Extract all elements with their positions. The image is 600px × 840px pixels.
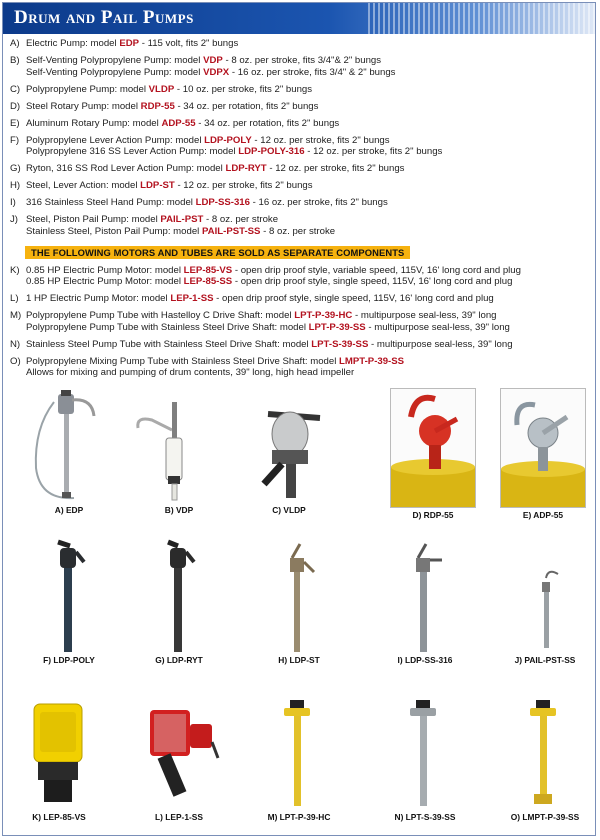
- model-number: VDPX: [203, 66, 230, 78]
- spec-description: Ryton, 316 SS Rod Lever Action Pump: model: [26, 163, 226, 175]
- model-number: LEP-1-SS: [170, 293, 214, 305]
- spec-detail: - 8 oz. per stroke: [260, 225, 336, 237]
- figure-caption: A) EDP: [54, 505, 84, 515]
- ldp-ss-316-pump-image: [370, 538, 480, 653]
- spec-lines: [26, 101, 594, 113]
- figure-caption: J) PAIL-PST-SS: [514, 655, 576, 665]
- rdp-55-pump-image: [390, 388, 476, 508]
- spec-item: [10, 135, 594, 158]
- spec-description: Stainless Steel, Piston Pail Pump: model: [26, 225, 202, 237]
- spec-line: [26, 265, 594, 277]
- spec-description: 316 Stainless Steel Hand Pump: model: [26, 197, 196, 209]
- spec-line: [26, 146, 594, 158]
- figure-k: [4, 698, 114, 822]
- spec-detail: - multipurpose seal-less, 39" long: [352, 310, 497, 322]
- model-number: LDP-RYT: [225, 163, 267, 175]
- spec-description: Steel, Piston Pail Pump: model: [26, 214, 161, 226]
- figure-caption: E) ADP-55: [522, 510, 564, 520]
- model-number: LEP-85-VS: [183, 264, 233, 276]
- figure-a: [14, 388, 124, 515]
- spec-detail: - open drip proof style, single speed, 115V, 16' long cord and plug: [232, 276, 513, 288]
- spec-line: [26, 118, 594, 130]
- vdp-pump-image: [124, 388, 234, 503]
- spec-description: Polypropylene Mixing Pump Tube with Stainless Steel Drive Shaft: model: [26, 355, 340, 367]
- model-number: PAIL-PST-SS: [201, 225, 261, 237]
- lep-1-ss-motor-image: [124, 698, 234, 810]
- model-number: LPT-S-39-SS: [311, 338, 369, 350]
- spec-item: [10, 265, 594, 288]
- spec-item: [10, 197, 594, 209]
- figure-b: [124, 388, 234, 515]
- spec-description: Self-Venting Polypropylene Pump: model: [26, 54, 204, 66]
- spec-letter: N): [10, 338, 21, 350]
- spec-line: [26, 293, 594, 305]
- spec-line: [26, 367, 594, 379]
- figure-caption: N) LPT-S-39-SS: [394, 812, 456, 822]
- spec-description: Aluminum Rotary Pump: model: [26, 117, 162, 129]
- spec-lines: [26, 265, 594, 288]
- spec-description: Self-Venting Polypropylene Pump: model: [26, 66, 204, 78]
- separate-components-banner: THE FOLLOWING MOTORS AND TUBES ARE SOLD AS SEPARATE COMPONENTS: [25, 246, 410, 259]
- spec-line: [26, 310, 594, 322]
- spec-letter: D): [10, 100, 21, 112]
- spec-detail: - 16 oz. per stroke, fits 3/4" & 2" bungs: [229, 66, 396, 78]
- spec-item: [10, 38, 594, 50]
- spec-line: [26, 214, 594, 226]
- figure-caption: D) RDP-55: [412, 510, 454, 520]
- spec-item: [10, 356, 594, 379]
- figure-c: [234, 388, 344, 515]
- spec-line: [26, 135, 594, 147]
- spec-detail: - 8 oz. per stroke, fits 3/4"& 2" bungs: [222, 54, 382, 66]
- model-number: EDP: [119, 38, 140, 49]
- ldp-poly-pump-image: [14, 538, 124, 653]
- spec-detail: - open drip proof style, single speed, 115V, 16' long cord and plug: [213, 293, 494, 305]
- spec-description: Polypropylene Pump: model: [26, 83, 149, 95]
- spec-line: [26, 226, 594, 238]
- figure-h: [244, 538, 354, 665]
- spec-item: [10, 84, 594, 96]
- spec-detail: - 16 oz. per stroke, fits 2" bungs: [249, 197, 388, 209]
- spec-lines: [26, 38, 594, 50]
- spec-letter: L): [10, 293, 19, 305]
- figure-caption: O) LMPT-P-39-SS: [510, 812, 580, 822]
- spec-lines: [26, 118, 594, 130]
- model-number: LDP-POLY-316: [238, 146, 305, 158]
- spec-item: [10, 55, 594, 78]
- figure-caption: K) LEP-85-VS: [32, 812, 86, 822]
- model-number: LMPT-P-39-SS: [339, 355, 405, 367]
- spec-detail: - 12 oz. per stroke, fits 2" bungs: [266, 163, 405, 175]
- spec-description: Polypropylene Lever Action Pump: model: [26, 134, 205, 146]
- spec-item: [10, 118, 594, 130]
- spec-line: [26, 339, 594, 351]
- figure-n: [370, 698, 480, 822]
- spec-description: Polypropylene Pump Tube with Hastelloy C Drive Shaft: model: [26, 310, 295, 322]
- model-number: LDP-POLY: [204, 134, 252, 146]
- spec-lines: [26, 84, 594, 96]
- spec-lines: [26, 339, 594, 351]
- lpt-s-39-ss-tube-image: [370, 698, 480, 810]
- spec-list: [10, 38, 594, 384]
- spec-line: [26, 163, 594, 175]
- lep-85-vs-motor-image: [4, 698, 114, 810]
- spec-detail: - 12 oz. per stroke, fits 2" bungs: [251, 134, 390, 146]
- spec-letter: M): [10, 310, 22, 322]
- spec-detail: - open drip proof style, variable speed, 115V, 16' long cord and plug: [232, 264, 521, 276]
- figure-o: [490, 698, 600, 822]
- spec-group-components: [10, 265, 594, 379]
- spec-description: Stainless Steel Pump Tube with Stainless Steel Drive Shaft: model: [26, 338, 312, 350]
- spec-line: [26, 55, 594, 67]
- spec-lines: [26, 356, 594, 379]
- figure-l: [124, 698, 234, 822]
- model-number: VLDP: [148, 83, 175, 95]
- figure-caption: C) VLDP: [272, 505, 306, 515]
- spec-detail: - 115 volt, fits 2" bungs: [139, 38, 239, 49]
- spec-letter: B): [10, 54, 20, 66]
- spec-lines: [26, 293, 594, 305]
- figure-caption: H) LDP-ST: [278, 655, 320, 665]
- spec-letter: A): [10, 38, 20, 49]
- figure-m: [244, 698, 354, 822]
- lpt-p-39-hc-tube-image: [244, 698, 354, 810]
- spec-item: [10, 101, 594, 113]
- spec-line: [26, 38, 594, 50]
- spec-letter: C): [10, 83, 21, 95]
- spec-lines: [26, 214, 594, 237]
- spec-line: [26, 322, 594, 334]
- model-number: PAIL-PST: [160, 214, 204, 226]
- spec-line: [26, 180, 594, 192]
- model-number: LPT-P-39-HC: [294, 310, 353, 322]
- model-number: VDP: [203, 54, 223, 66]
- spec-letter: F): [10, 134, 20, 146]
- ldp-ryt-pump-image: [124, 538, 234, 653]
- spec-letter: E): [10, 117, 20, 129]
- spec-letter: K): [10, 264, 20, 276]
- spec-description: 1 HP Electric Pump Motor: model: [26, 293, 171, 305]
- edp-pump-image: [14, 388, 124, 503]
- figure-caption: I) LDP-SS-316: [397, 655, 453, 665]
- figure-caption: M) LPT-P-39-HC: [267, 812, 331, 822]
- spec-description: Steel, Lever Action: model: [26, 180, 141, 192]
- spec-item: [10, 293, 594, 305]
- spec-item: [10, 163, 594, 175]
- figure-f: [14, 538, 124, 665]
- adp-55-pump-image: [500, 388, 586, 508]
- spec-line: [26, 101, 594, 113]
- model-number: LDP-SS-316: [195, 197, 250, 209]
- spec-description: 0.85 HP Electric Pump Motor: model: [26, 276, 184, 288]
- spec-lines: [26, 55, 594, 78]
- spec-line: [26, 84, 594, 96]
- spec-description: Steel Rotary Pump: model: [26, 100, 141, 112]
- vldp-pump-image: [234, 388, 344, 503]
- spec-lines: [26, 163, 594, 175]
- spec-description: Polypropylene 316 SS Lever Action Pump: model: [26, 146, 239, 158]
- model-number: ADP-55: [161, 117, 196, 129]
- figure-e: [488, 388, 598, 520]
- ldp-st-pump-image: [244, 538, 354, 653]
- spec-letter: I): [10, 197, 16, 209]
- spec-item: [10, 310, 594, 333]
- spec-detail: - 8 oz. per stroke: [203, 214, 279, 226]
- spec-description: 0.85 HP Electric Pump Motor: model: [26, 264, 184, 276]
- model-number: LEP-85-SS: [183, 276, 233, 288]
- spec-line: [26, 356, 594, 368]
- spec-item: [10, 339, 594, 351]
- spec-letter: H): [10, 180, 21, 192]
- figure-caption: F) LDP-POLY: [43, 655, 95, 665]
- figure-j: [490, 538, 600, 665]
- spec-lines: [26, 180, 594, 192]
- spec-lines: [26, 135, 594, 158]
- model-number: LPT-P-39-SS: [308, 321, 366, 333]
- spec-lines: [26, 310, 594, 333]
- spec-detail: - 34 oz. per rotation, fits 2" bungs: [195, 117, 340, 129]
- figure-caption: L) LEP-1-SS: [155, 812, 203, 822]
- spec-description: Electric Pump: model: [26, 38, 120, 49]
- figure-caption: B) VDP: [164, 505, 194, 515]
- spec-letter: O): [10, 355, 21, 367]
- figure-caption: G) LDP-RYT: [155, 655, 203, 665]
- model-number: RDP-55: [140, 100, 175, 112]
- figure-g: [124, 538, 234, 665]
- spec-line: [26, 276, 594, 288]
- figure-i: [370, 538, 480, 665]
- spec-detail: - multipurpose seal-less, 39" long: [365, 321, 510, 333]
- spec-lines: [26, 197, 594, 209]
- spec-group-pumps: [10, 38, 594, 237]
- spec-letter: J): [10, 214, 18, 226]
- spec-description: Allows for mixing and pumping of drum contents, 39" long, high head impeller: [26, 367, 355, 379]
- spec-detail: - 12 oz. per stroke, fits 2" bungs: [304, 146, 443, 158]
- spec-item: [10, 214, 594, 237]
- spec-letter: G): [10, 163, 21, 175]
- spec-item: [10, 180, 594, 192]
- model-number: LDP-ST: [140, 180, 175, 192]
- lmpt-p-39-ss-tube-image: [490, 698, 600, 810]
- spec-line: [26, 67, 594, 79]
- spec-detail: - 34 oz. per rotation, fits 2" bungs: [174, 100, 319, 112]
- spec-detail: - 12 oz. per stroke, fits 2" bungs: [174, 180, 313, 192]
- pail-pst-ss-pump-image: [490, 538, 600, 653]
- title-stripes: [365, 3, 595, 34]
- spec-description: Polypropylene Pump Tube with Stainless Steel Drive Shaft: model: [26, 321, 309, 333]
- figure-d: [378, 388, 488, 520]
- title-bar: [3, 3, 595, 34]
- spec-detail: - 10 oz. per stroke, fits 2" bungs: [174, 83, 313, 95]
- spec-line: [26, 197, 594, 209]
- page-title: Drum and Pail Pumps: [14, 7, 194, 28]
- spec-detail: - multipurpose seal-less, 39" long: [368, 338, 513, 350]
